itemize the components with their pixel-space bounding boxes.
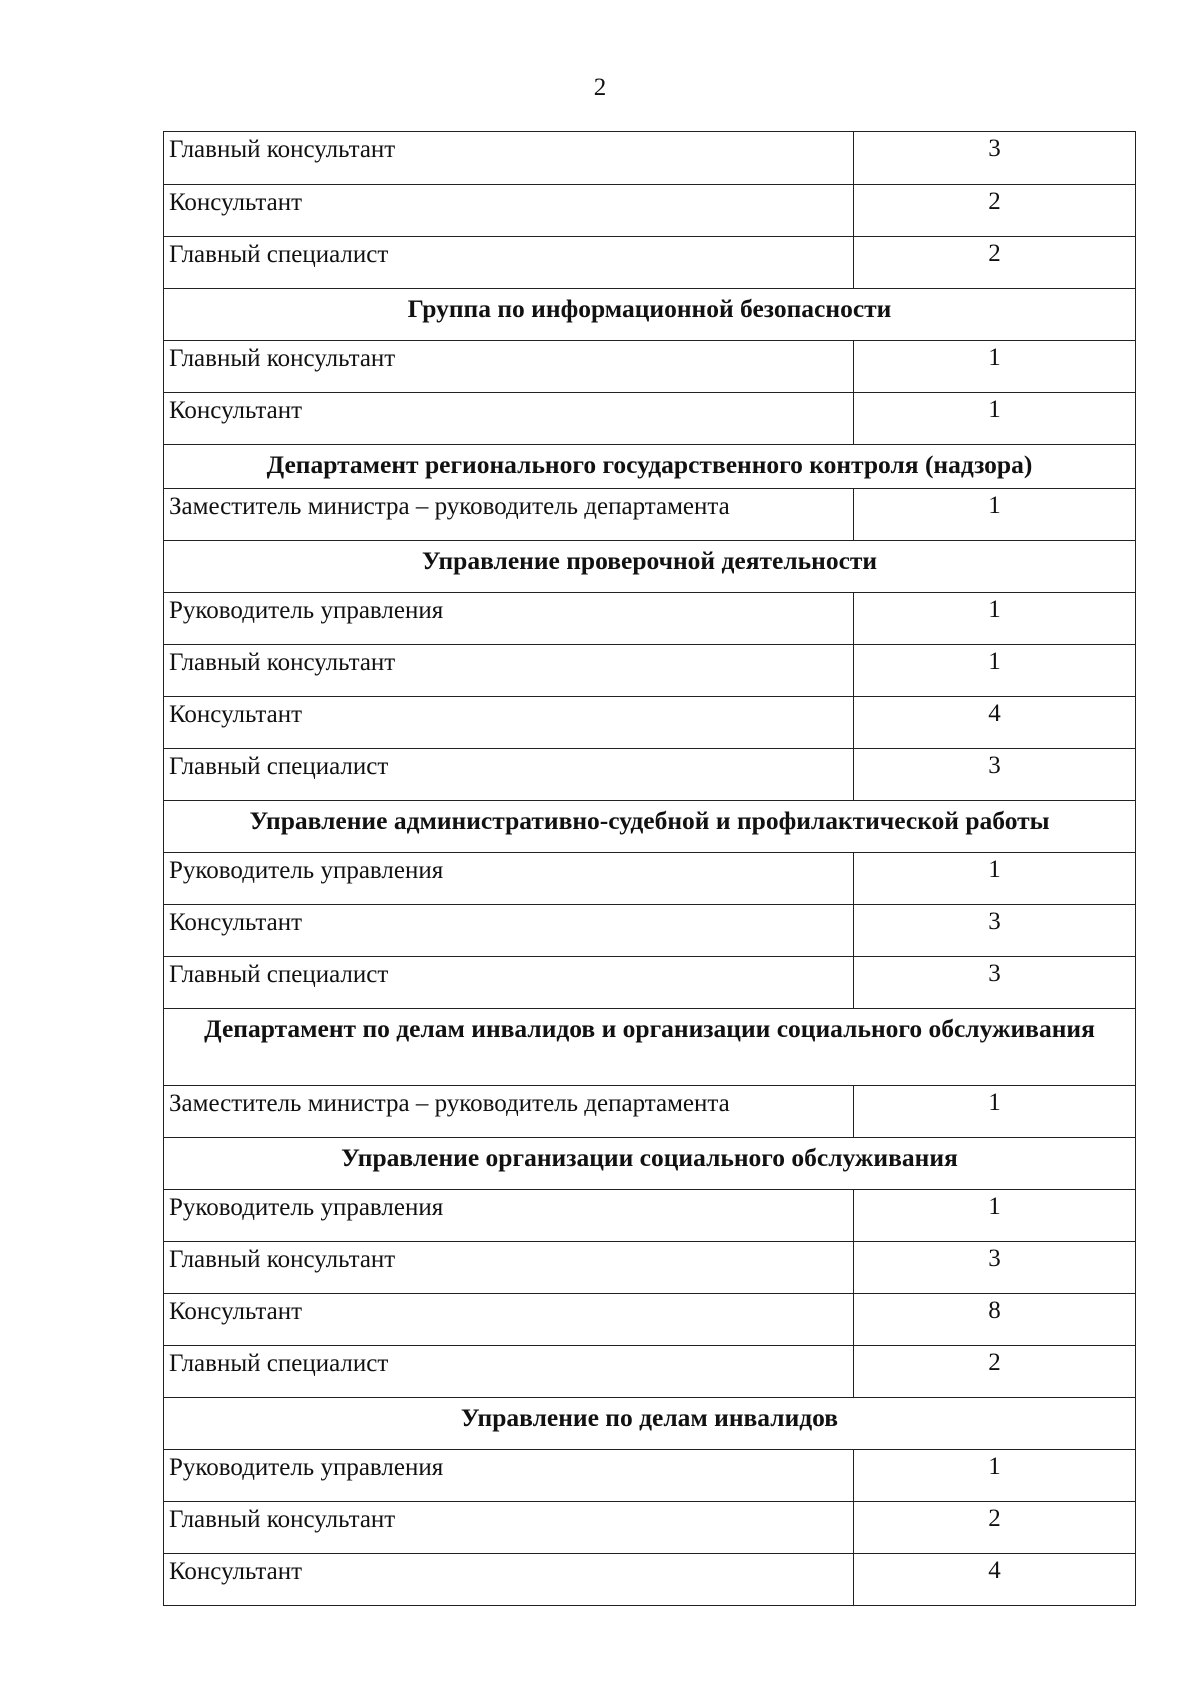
position-row [164,237,1136,289]
position-title: Консультант [164,1294,854,1346]
position-row [164,1190,1136,1242]
section-header-row [164,801,1136,853]
section-title: Управление проверочной деятельности [164,541,1136,593]
position-row [164,1502,1136,1554]
staffing-table-body [164,132,1136,1606]
position-row [164,132,1136,185]
page-number: 2 [593,74,607,101]
position-title: Руководитель управления [164,1450,854,1502]
position-row [164,1294,1136,1346]
position-count: 4 [854,1554,1136,1606]
position-row [164,957,1136,1009]
position-row [164,393,1136,445]
position-title: Руководитель управления [164,1190,854,1242]
position-row [164,1346,1136,1398]
position-row [164,905,1136,957]
position-title: Главный консультант [164,1242,854,1294]
position-title: Главный специалист [164,957,854,1009]
position-title: Руководитель управления [164,593,854,645]
position-row [164,1086,1136,1138]
position-count: 2 [854,1346,1136,1398]
position-title: Руководитель управления [164,853,854,905]
position-count: 1 [854,1450,1136,1502]
position-title: Консультант [164,1554,854,1606]
position-count: 1 [854,593,1136,645]
section-header-row [164,289,1136,341]
position-title: Главный специалист [164,1346,854,1398]
position-row [164,341,1136,393]
position-row [164,185,1136,237]
position-row [164,1554,1136,1606]
position-count: 1 [854,853,1136,905]
position-row [164,645,1136,697]
section-title: Департамент по делам инвалидов и организации социального обслуживания [164,1009,1136,1086]
position-count: 3 [854,132,1136,185]
position-title: Заместитель министра – руководитель департамента [164,1086,854,1138]
section-header-row [164,445,1136,489]
position-count: 2 [854,185,1136,237]
position-count: 1 [854,393,1136,445]
position-count: 3 [854,957,1136,1009]
position-count: 1 [854,645,1136,697]
position-count: 4 [854,697,1136,749]
position-title: Главный специалист [164,237,854,289]
position-title: Консультант [164,393,854,445]
position-count: 3 [854,905,1136,957]
position-count: 8 [854,1294,1136,1346]
position-title: Главный консультант [164,645,854,697]
section-header-row [164,1398,1136,1450]
position-row [164,749,1136,801]
section-header-row [164,541,1136,593]
position-title: Заместитель министра – руководитель департамента [164,489,854,541]
position-title: Консультант [164,185,854,237]
position-title: Главный специалист [164,749,854,801]
position-title: Консультант [164,697,854,749]
position-row [164,1450,1136,1502]
position-row [164,1242,1136,1294]
position-count: 1 [854,489,1136,541]
position-row [164,593,1136,645]
section-title: Группа по информационной безопасности [164,289,1136,341]
position-count: 3 [854,749,1136,801]
section-title: Департамент регионального государственного контроля (надзора) [164,445,1136,489]
section-header-row [164,1009,1136,1086]
position-count: 2 [854,1502,1136,1554]
section-title: Управление административно-судебной и профилактической работы [164,801,1136,853]
position-count: 2 [854,237,1136,289]
position-count: 1 [854,1190,1136,1242]
section-title: Управление по делам инвалидов [164,1398,1136,1450]
position-count: 3 [854,1242,1136,1294]
position-count: 1 [854,341,1136,393]
position-row [164,853,1136,905]
position-row [164,697,1136,749]
position-row [164,489,1136,541]
section-title: Управление организации социального обслуживания [164,1138,1136,1190]
position-title: Главный консультант [164,341,854,393]
position-title: Главный консультант [164,1502,854,1554]
position-title: Главный консультант [164,132,854,185]
position-title: Консультант [164,905,854,957]
staffing-table [163,131,1136,1606]
position-count: 1 [854,1086,1136,1138]
section-header-row [164,1138,1136,1190]
